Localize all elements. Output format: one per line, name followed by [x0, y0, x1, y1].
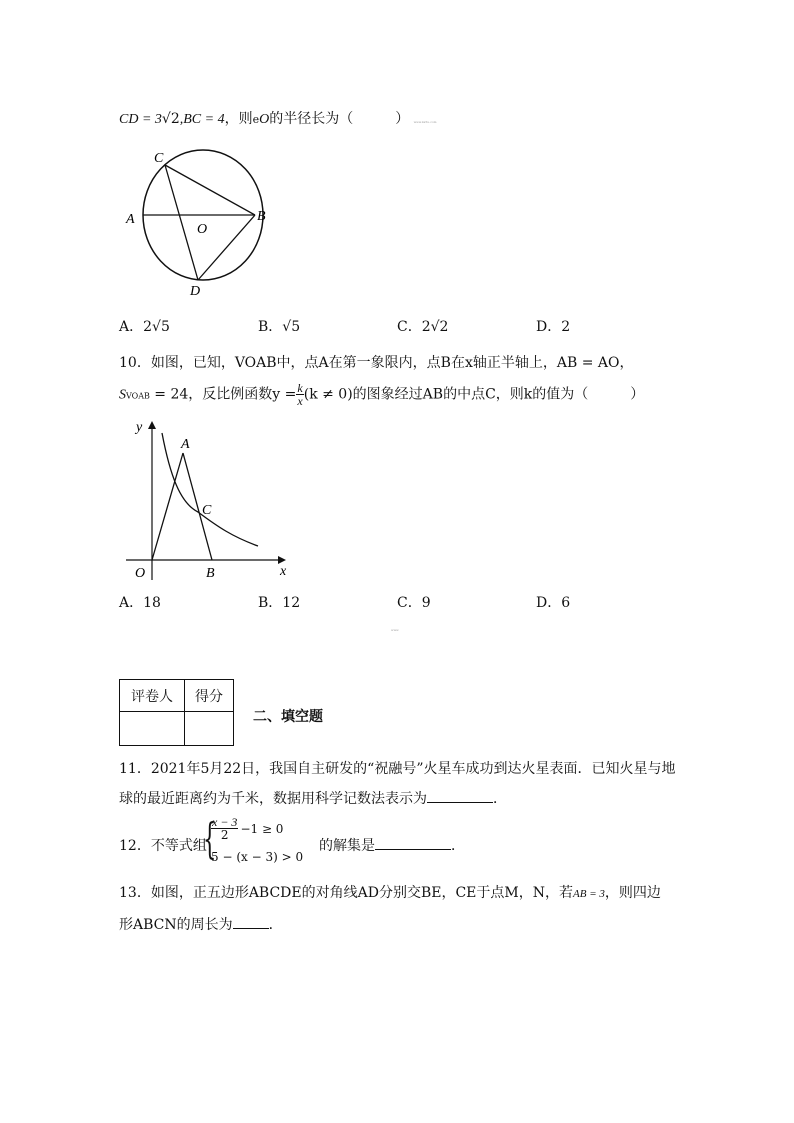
frac-num: x − 3: [212, 815, 238, 829]
section-title: 二、填空题: [253, 709, 323, 725]
circle-symbol: e: [252, 113, 260, 126]
q12-post: 的解集是: [319, 838, 375, 854]
q11-line1: 11．2021年5月22日，我国自主研发的“祝融号”火星车成功到达火星表面．已知火星与地: [119, 761, 676, 777]
label-y: y: [136, 420, 143, 435]
q10-option-b[interactable]: [258, 592, 300, 612]
q9-o: O: [259, 112, 270, 127]
q10-option-d[interactable]: [536, 592, 570, 612]
option-letter: D．: [536, 319, 562, 335]
chord-cd: [165, 165, 198, 280]
q9-circle-figure: [118, 145, 293, 300]
label-a: A: [181, 437, 190, 452]
q13-line1-end: ，则四边: [604, 885, 661, 901]
q9-option-b[interactable]: [258, 316, 300, 336]
area-s: S: [119, 387, 126, 403]
option-value: 18: [143, 595, 161, 611]
label-b: B: [257, 209, 266, 224]
q9-option-d[interactable]: [536, 316, 570, 336]
option-letter: C．: [397, 319, 422, 335]
ineq-fraction: [211, 816, 238, 841]
grade-table: [119, 679, 234, 746]
label-d: D: [190, 284, 201, 299]
frac-num: k: [297, 381, 303, 395]
q11-end: ．: [493, 791, 507, 807]
label-c: C: [202, 503, 212, 518]
q9-options: [119, 316, 579, 336]
inequality-1: [211, 816, 283, 841]
watermark-text: www.ks5u.com: [413, 120, 437, 124]
label-x: x: [280, 564, 287, 579]
option-letter: C．: [397, 595, 422, 611]
q12-answer-blank[interactable]: [375, 835, 451, 850]
q11-text: 球的最近距离约为千米，数据用科学记数法表示为: [119, 791, 427, 807]
q9-end: 的半径长为（ ）: [269, 111, 410, 127]
q10-options: [119, 592, 579, 612]
q9-mid: ，则: [224, 111, 253, 127]
area-subscript: VOAB: [126, 391, 150, 401]
option-value: 2: [561, 319, 571, 335]
q13-line2: [119, 914, 283, 934]
option-value: 6: [561, 595, 571, 611]
brace-icon: {: [203, 814, 217, 863]
q13-text2: 形ABCN的周长为: [119, 917, 233, 933]
grader-cell: [120, 712, 185, 746]
option-value: 2√5: [143, 319, 170, 335]
q12-post-wrap: [319, 835, 465, 855]
q10-eq: = 24，反比例函数y =: [149, 386, 297, 403]
option-letter: A．: [119, 319, 144, 335]
q13-answer-blank[interactable]: [233, 914, 269, 929]
option-letter: D．: [536, 595, 562, 611]
q11-answer-blank[interactable]: [427, 788, 493, 803]
option-value: √5: [282, 319, 301, 335]
option-letter: B．: [258, 595, 283, 611]
q10-graph-figure: [118, 415, 298, 585]
q9-option-a[interactable]: [119, 316, 170, 336]
option-value: 12: [282, 595, 301, 611]
label-b: B: [206, 566, 215, 581]
x-arrow: [278, 556, 286, 564]
q13-text: 13．如图，正五边形ABCDE的对角线AD分别交BE，CE于点M，N，若: [119, 885, 573, 901]
segment-oa: [152, 453, 183, 560]
q9-option-c[interactable]: [397, 316, 448, 336]
label-o: O: [135, 566, 146, 581]
option-value: 2√2: [421, 319, 449, 335]
q12-end: ．: [451, 838, 465, 854]
label-o: O: [197, 222, 208, 237]
page-mark: www: [391, 628, 399, 632]
inequality-2: 5 − (x − 3) > 0: [211, 850, 304, 864]
chord-cb: [165, 165, 255, 215]
grader-header: 评卷人: [120, 680, 185, 712]
score-cell: [185, 712, 234, 746]
q9-stem: [119, 108, 436, 128]
q10-post: (k ≠ 0)的图象经过AB的中点C，则k的值为（ ）: [303, 386, 645, 403]
q13-end: ．: [268, 917, 283, 933]
q9-cd-root: √2: [161, 111, 180, 127]
k-over-x: [296, 382, 303, 407]
option-value: 9: [421, 595, 431, 611]
q9-bc: ,BC = 4: [179, 112, 225, 127]
score-header: 得分: [185, 680, 234, 712]
hyperbola-curve: [162, 433, 258, 546]
q10-option-a[interactable]: [119, 592, 161, 612]
q13-ab: AB = 3: [573, 888, 605, 900]
option-letter: A．: [119, 595, 144, 611]
y-arrow: [148, 421, 156, 429]
frac-den: 2: [220, 828, 229, 842]
q10-line1: 10．如图，已知，VOAB中，点A在第一象限内，点B在x轴正半轴上，AB = AO，: [119, 355, 634, 371]
ineq-1-rest: −1 ≥ 0: [240, 821, 284, 836]
q10-line2: [119, 382, 644, 407]
q10-option-c[interactable]: [397, 592, 431, 612]
label-c: C: [154, 151, 164, 166]
option-letter: B．: [258, 319, 283, 335]
label-a: A: [126, 212, 135, 227]
q13-line1: [119, 882, 661, 902]
q9-cd: CD = 3: [119, 112, 162, 127]
q12-pre: 12．不等式组: [119, 838, 207, 854]
frac-den: x: [297, 394, 303, 408]
q11-line2: [119, 788, 507, 808]
